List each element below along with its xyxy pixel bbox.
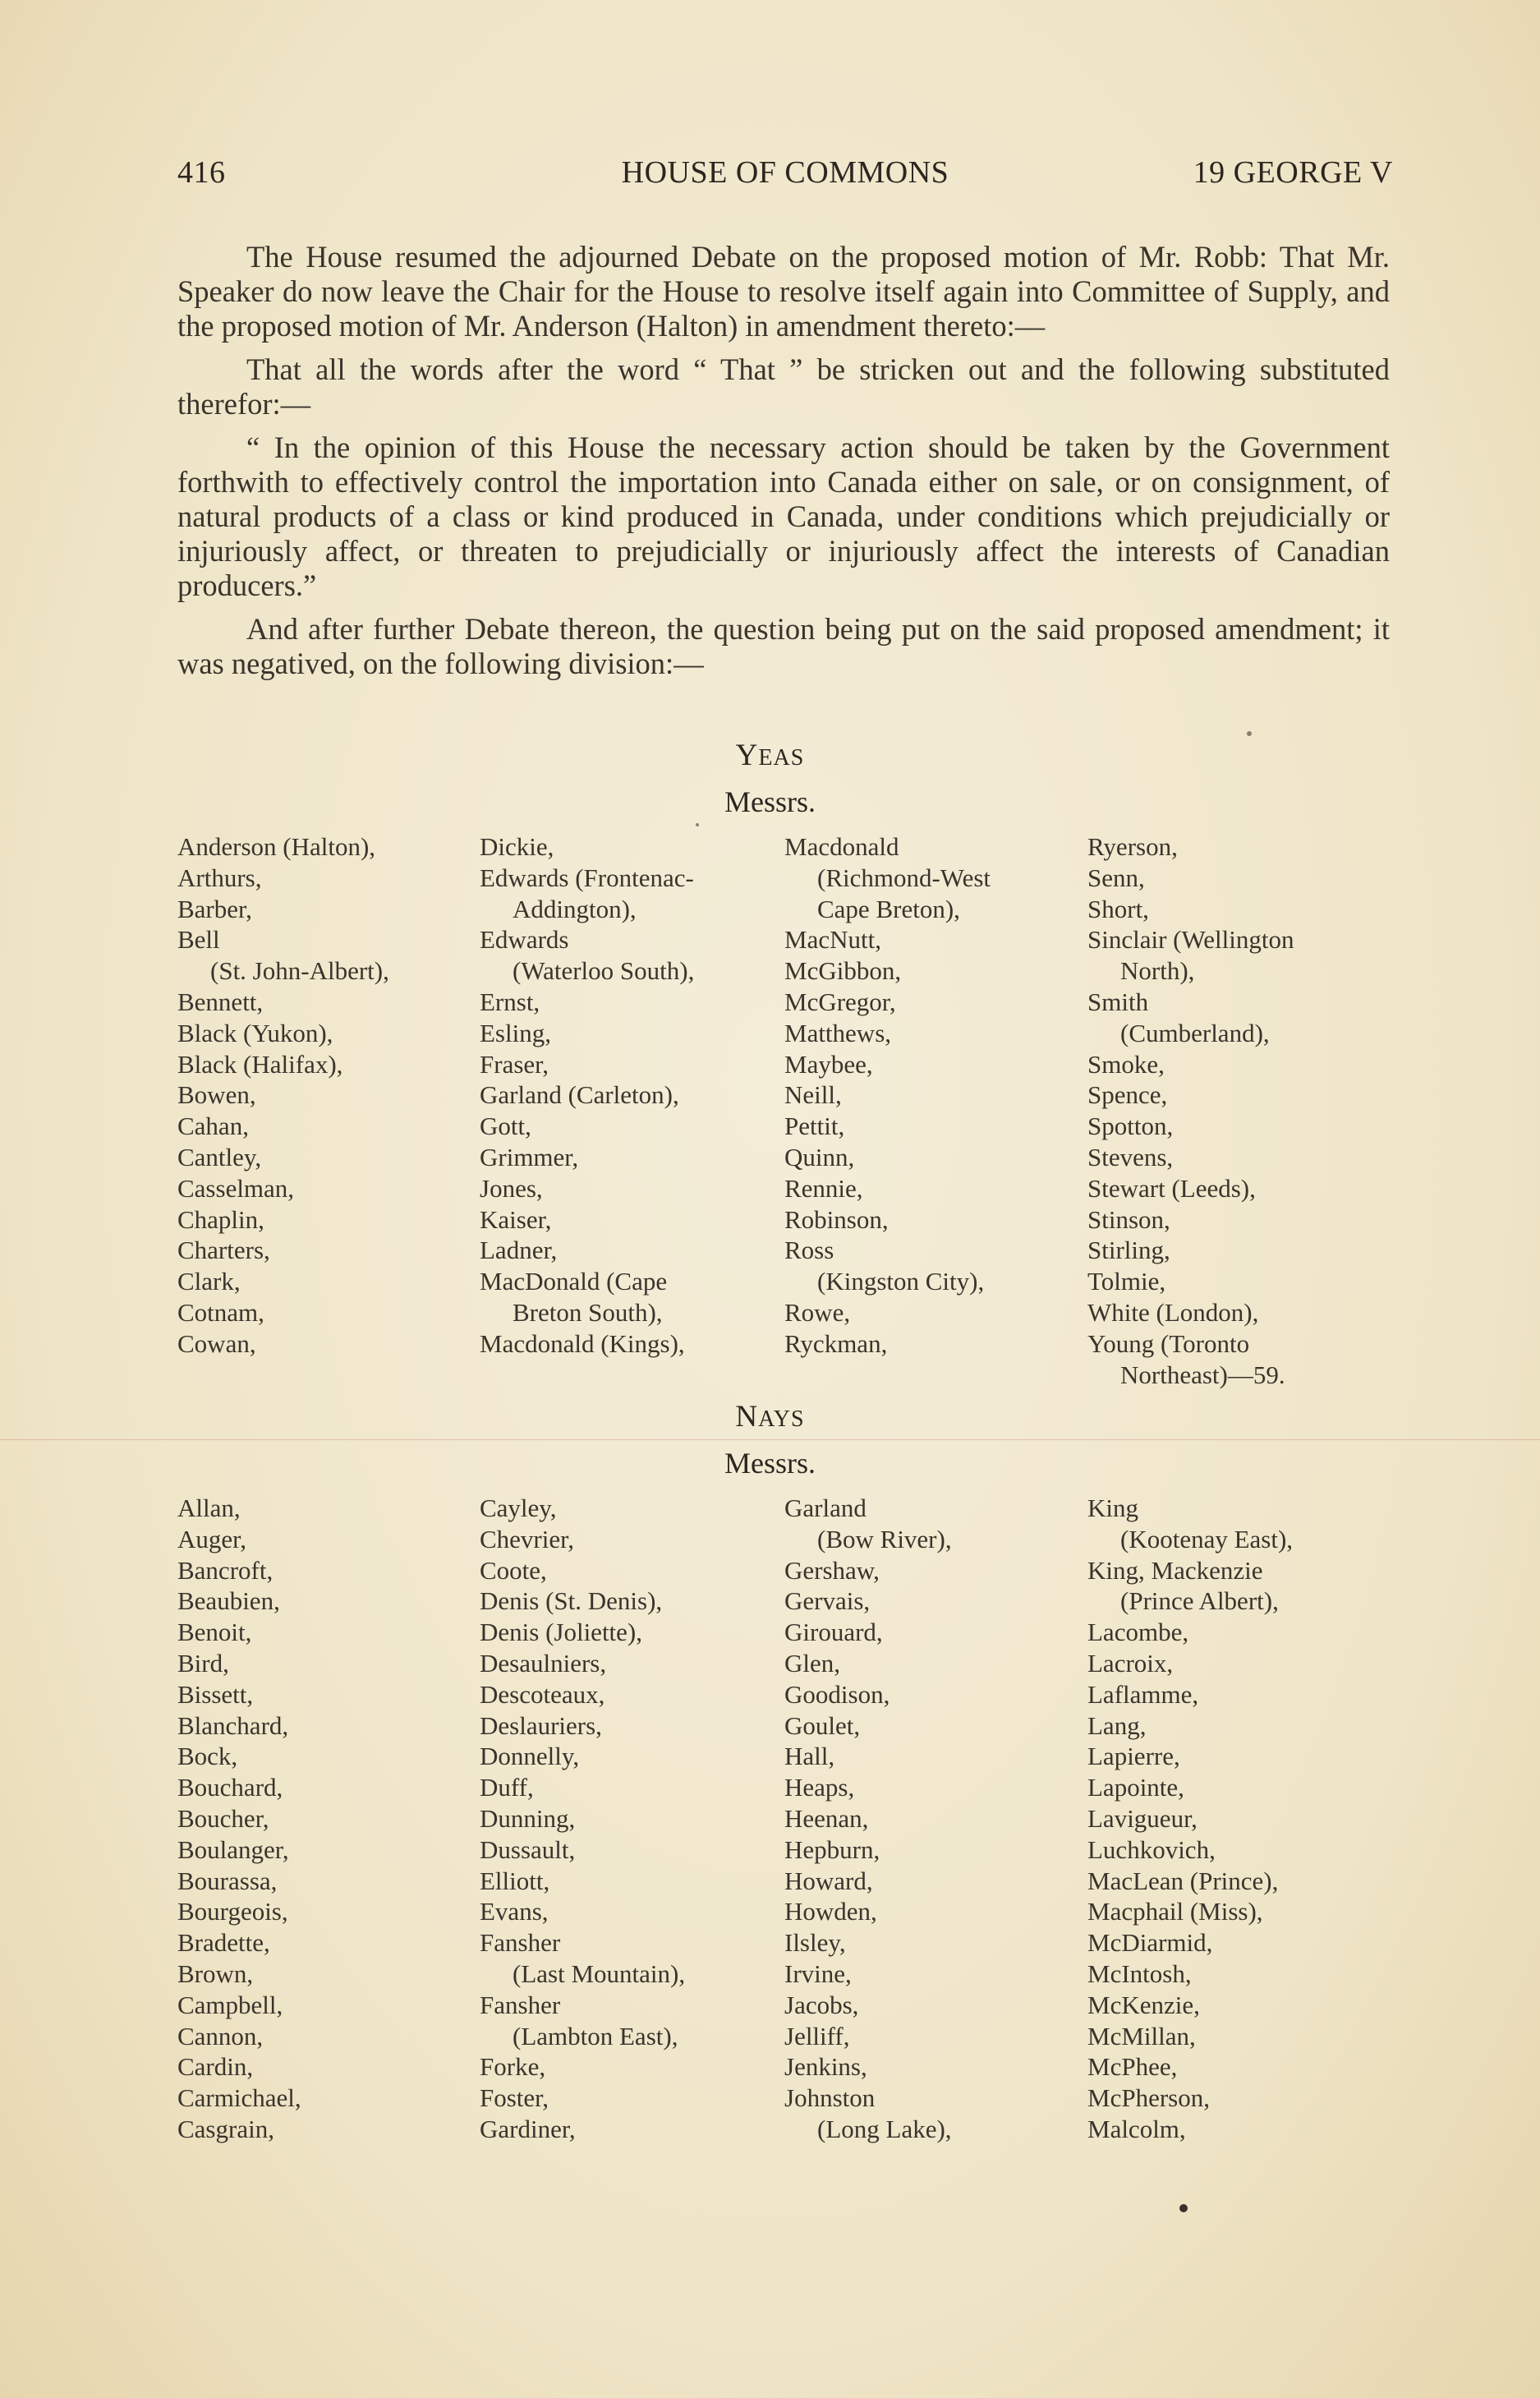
member-name: Cantley, bbox=[177, 1142, 262, 1171]
paragraph-amendment-intro: That all the words after the word “ That ” be stricken out and the following substituted therefor:— bbox=[177, 352, 1390, 421]
member-name: MacLean (Prince), bbox=[1087, 1866, 1279, 1895]
member-name: Matthews, bbox=[784, 1018, 892, 1047]
paragraph-division: And after further Debate thereon, the question being put on the said proposed amendment; it was negatived, on the following division:— bbox=[177, 612, 1390, 680]
member-name: Forke, bbox=[480, 2052, 546, 2082]
member-name: MacDonald (Cape bbox=[480, 1267, 668, 1296]
member-riding: (Cumberland), bbox=[1120, 1018, 1270, 1047]
member-name: Denis (St. Denis), bbox=[480, 1586, 663, 1616]
member-name: Cowan, bbox=[177, 1328, 256, 1358]
member-name: Bird, bbox=[177, 1648, 229, 1678]
member-name: Smith bbox=[1087, 987, 1149, 1016]
member-name: Grimmer, bbox=[480, 1142, 579, 1171]
member-name: Spotton, bbox=[1087, 1112, 1174, 1141]
nays-column-3 bbox=[784, 1493, 952, 2145]
member-name: Anderson (Halton), bbox=[177, 832, 376, 861]
member-name: Boucher, bbox=[177, 1803, 269, 1833]
member-name: McIntosh, bbox=[1087, 1958, 1192, 1988]
member-name: Bouchard, bbox=[177, 1773, 283, 1802]
yeas-column-2 bbox=[480, 831, 694, 1360]
member-name: McKenzie, bbox=[1087, 1990, 1200, 2019]
member-name: Ross bbox=[784, 1236, 834, 1265]
member-name: Macdonald (Kings), bbox=[480, 1328, 685, 1358]
member-name: Garland (Carleton), bbox=[480, 1080, 679, 1110]
session-label: 19 GEORGE V bbox=[1193, 155, 1393, 190]
ink-dot bbox=[1179, 2204, 1188, 2212]
member-name: Fansher bbox=[480, 1990, 561, 2019]
member-name: Benoit, bbox=[177, 1618, 252, 1647]
member-name: Bancroft, bbox=[177, 1555, 274, 1585]
paragraph-resumed-debate: The House resumed the adjourned Debate on the proposed motion of Mr. Robb: That Mr. Speaker do now leave the Chair for the House to resolve itself again into Committee of Supply, and the proposed motion of Mr. Anderson (Halton) in amendment thereto:— bbox=[177, 240, 1390, 343]
member-name: McDiarmid, bbox=[1087, 1928, 1213, 1958]
member-name: Senn, bbox=[1087, 863, 1145, 892]
member-name: Desaulniers, bbox=[480, 1648, 607, 1678]
running-title: HOUSE OF COMMONS bbox=[621, 155, 949, 190]
member-name: Esling, bbox=[480, 1018, 551, 1047]
member-name: Bissett, bbox=[177, 1679, 254, 1709]
member-name: Chaplin, bbox=[177, 1204, 264, 1234]
ink-fleck bbox=[1247, 731, 1252, 736]
member-name: Clark, bbox=[177, 1267, 241, 1296]
nays-column-4 bbox=[1087, 1493, 1293, 2145]
member-name: Laflamme, bbox=[1087, 1679, 1199, 1709]
debate-text bbox=[177, 240, 1390, 690]
member-name: Duff, bbox=[480, 1773, 534, 1802]
yeas-column-1 bbox=[177, 831, 389, 1360]
member-riding: Northeast)—59. bbox=[1120, 1360, 1285, 1389]
member-name: Quinn, bbox=[784, 1142, 855, 1171]
member-name: Evans, bbox=[480, 1897, 549, 1926]
member-name: Jelliff, bbox=[784, 2021, 850, 2050]
member-name: Macphail (Miss), bbox=[1087, 1897, 1263, 1926]
member-riding: Addington), bbox=[513, 894, 637, 923]
member-name: Ryckman, bbox=[784, 1328, 888, 1358]
yeas-column-3 bbox=[784, 831, 991, 1360]
member-name: Beaubien, bbox=[177, 1586, 280, 1616]
member-name: Rennie, bbox=[784, 1173, 863, 1203]
member-name: Chevrier, bbox=[480, 1524, 574, 1553]
member-name: Gardiner, bbox=[480, 2114, 576, 2143]
member-name: Stevens, bbox=[1087, 1142, 1174, 1171]
nays-messrs: Messrs. bbox=[724, 1447, 816, 1480]
yeas-messrs: Messrs. bbox=[724, 785, 816, 818]
member-name: Kaiser, bbox=[480, 1204, 552, 1234]
member-name: Howden, bbox=[784, 1897, 877, 1926]
member-name: Jacobs, bbox=[784, 1990, 859, 2019]
member-name: Cannon, bbox=[177, 2021, 264, 2050]
member-name: Boulanger, bbox=[177, 1834, 289, 1864]
member-name: Maybee, bbox=[784, 1049, 873, 1079]
member-name: Descoteaux, bbox=[480, 1679, 605, 1709]
member-name: King bbox=[1087, 1494, 1138, 1522]
member-riding: Cape Breton), bbox=[817, 894, 960, 923]
member-name: Donnelly, bbox=[480, 1742, 580, 1771]
member-name: Edwards (Frontenac- bbox=[480, 863, 694, 892]
member-name: McPhee, bbox=[1087, 2052, 1178, 2082]
member-name: Goodison, bbox=[784, 1679, 890, 1709]
member-riding: (Bow River), bbox=[817, 1524, 952, 1553]
member-name: Edwards bbox=[480, 925, 569, 955]
member-name: Jones, bbox=[480, 1173, 543, 1203]
member-name: Cayley, bbox=[480, 1494, 557, 1522]
member-name: Irvine, bbox=[784, 1958, 852, 1988]
member-name: Cardin, bbox=[177, 2052, 254, 2082]
member-name: Bock, bbox=[177, 1742, 238, 1771]
member-name: Lacroix, bbox=[1087, 1648, 1174, 1678]
member-name: Carmichael, bbox=[177, 2083, 301, 2113]
pink-rule-line bbox=[0, 1439, 1540, 1440]
member-name: Charters, bbox=[177, 1236, 270, 1265]
member-name: Gott, bbox=[480, 1112, 531, 1141]
member-name: Stewart (Leeds), bbox=[1087, 1173, 1256, 1203]
yeas-heading: YEAS bbox=[735, 739, 805, 772]
member-name: Hall, bbox=[784, 1742, 835, 1771]
member-name: Bennett, bbox=[177, 987, 264, 1016]
member-name: Blanchard, bbox=[177, 1710, 289, 1740]
member-name: Spence, bbox=[1087, 1080, 1168, 1110]
member-name: Luchkovich, bbox=[1087, 1834, 1216, 1864]
member-name: Rowe, bbox=[784, 1297, 851, 1327]
paragraph-amendment-quote: “ In the opinion of this House the necessary action should be taken by the Government forthwith to effectively control the importation into Canada either on sale, or on consignment, of natural products of a class or kind produced in Canada, under conditions which prejudicially or injuriously affect, or threaten to prejudicially or injuriously affect the interests of Canadian producers.” bbox=[177, 430, 1390, 602]
page-number: 416 bbox=[177, 155, 226, 190]
member-name: Brown, bbox=[177, 1958, 254, 1988]
member-name: Girouard, bbox=[784, 1618, 883, 1647]
member-name: King, Mackenzie bbox=[1087, 1555, 1263, 1585]
member-name: Ilsley, bbox=[784, 1928, 846, 1958]
member-riding: (Kootenay East), bbox=[1120, 1524, 1294, 1553]
member-name: Robinson, bbox=[784, 1204, 889, 1234]
member-riding: Breton South), bbox=[513, 1297, 663, 1327]
member-name: Bourassa, bbox=[177, 1866, 278, 1895]
member-name: Gervais, bbox=[784, 1586, 871, 1616]
member-name: Johnston bbox=[784, 2083, 876, 2113]
member-name: McGregor, bbox=[784, 987, 896, 1016]
member-riding: (Long Lake), bbox=[817, 2114, 952, 2143]
member-name: White (London), bbox=[1087, 1297, 1259, 1327]
nays-heading: NAYS bbox=[735, 1400, 805, 1434]
member-name: Bell bbox=[177, 925, 220, 955]
member-name: Campbell, bbox=[177, 1990, 283, 2019]
member-name: Arthurs, bbox=[177, 863, 262, 892]
member-name: Dunning, bbox=[480, 1803, 576, 1833]
member-name: Lapierre, bbox=[1087, 1742, 1180, 1771]
member-name: Tolmie, bbox=[1087, 1267, 1166, 1296]
member-name: Glen, bbox=[784, 1648, 841, 1678]
member-name: Stirling, bbox=[1087, 1236, 1170, 1265]
member-name: Smoke, bbox=[1087, 1049, 1165, 1079]
member-riding: (Prince Albert), bbox=[1120, 1586, 1279, 1616]
member-name: Lang, bbox=[1087, 1710, 1147, 1740]
member-name: Jenkins, bbox=[784, 2052, 867, 2082]
member-name: Cotnam, bbox=[177, 1297, 264, 1327]
member-name: Casgrain, bbox=[177, 2114, 274, 2143]
member-name: Black (Yukon), bbox=[177, 1018, 333, 1047]
member-name: Black (Halifax), bbox=[177, 1049, 343, 1079]
member-name: Ryerson, bbox=[1087, 832, 1178, 861]
member-name: McGibbon, bbox=[784, 956, 902, 986]
member-name: Elliott, bbox=[480, 1866, 550, 1895]
member-name: MacNutt, bbox=[784, 925, 881, 955]
member-riding: (Kingston City), bbox=[817, 1267, 985, 1296]
member-name: Heenan, bbox=[784, 1803, 869, 1833]
member-name: Young (Toronto bbox=[1087, 1328, 1250, 1358]
member-name: Goulet, bbox=[784, 1710, 861, 1740]
member-name: Bradette, bbox=[177, 1928, 270, 1958]
member-name: Hepburn, bbox=[784, 1834, 880, 1864]
nays-column-2 bbox=[480, 1493, 685, 2145]
member-name: Coote, bbox=[480, 1555, 547, 1585]
member-name: Malcolm, bbox=[1087, 2114, 1186, 2143]
member-name: Sinclair (Wellington bbox=[1087, 925, 1294, 955]
member-riding: (Lambton East), bbox=[513, 2021, 678, 2050]
member-riding: (St. John-Albert), bbox=[210, 956, 389, 986]
member-name: Allan, bbox=[177, 1494, 241, 1522]
member-name: Short, bbox=[1087, 894, 1149, 923]
member-name: Auger, bbox=[177, 1524, 246, 1553]
member-riding: (Waterloo South), bbox=[513, 956, 695, 986]
member-name: Gershaw, bbox=[784, 1555, 880, 1585]
member-name: Ladner, bbox=[480, 1236, 558, 1265]
member-name: Stinson, bbox=[1087, 1204, 1170, 1234]
member-name: McPherson, bbox=[1087, 2083, 1210, 2113]
member-name: Heaps, bbox=[784, 1773, 855, 1802]
member-name: Cahan, bbox=[177, 1112, 249, 1141]
member-name: Neill, bbox=[784, 1080, 842, 1110]
member-name: Foster, bbox=[480, 2083, 549, 2113]
yeas-column-4 bbox=[1087, 831, 1294, 1390]
member-name: Casselman, bbox=[177, 1173, 295, 1203]
member-name: Macdonald bbox=[784, 832, 899, 861]
member-name: McMillan, bbox=[1087, 2021, 1196, 2050]
member-name: Pettit, bbox=[784, 1112, 845, 1141]
member-riding: (Last Mountain), bbox=[513, 1958, 686, 1988]
member-name: Denis (Joliette), bbox=[480, 1618, 643, 1647]
member-name: Lavigueur, bbox=[1087, 1803, 1198, 1833]
member-name: Garland bbox=[784, 1494, 867, 1522]
member-name: Deslauriers, bbox=[480, 1710, 602, 1740]
member-name: Dickie, bbox=[480, 832, 554, 861]
member-name: Ernst, bbox=[480, 987, 540, 1016]
member-name: Howard, bbox=[784, 1866, 873, 1895]
member-name: Bowen, bbox=[177, 1080, 256, 1110]
member-name: Lacombe, bbox=[1087, 1618, 1189, 1647]
member-name: Fraser, bbox=[480, 1049, 549, 1079]
ink-fleck bbox=[696, 823, 699, 826]
member-name: Fansher bbox=[480, 1928, 561, 1958]
member-riding: North), bbox=[1120, 956, 1195, 986]
member-name: Bourgeois, bbox=[177, 1897, 288, 1926]
page-header bbox=[177, 148, 1393, 197]
member-name: Barber, bbox=[177, 894, 252, 923]
member-name: Dussault, bbox=[480, 1834, 576, 1864]
member-name: Lapointe, bbox=[1087, 1773, 1184, 1802]
member-riding: (Richmond-West bbox=[817, 863, 991, 892]
nays-column-1 bbox=[177, 1493, 301, 2145]
